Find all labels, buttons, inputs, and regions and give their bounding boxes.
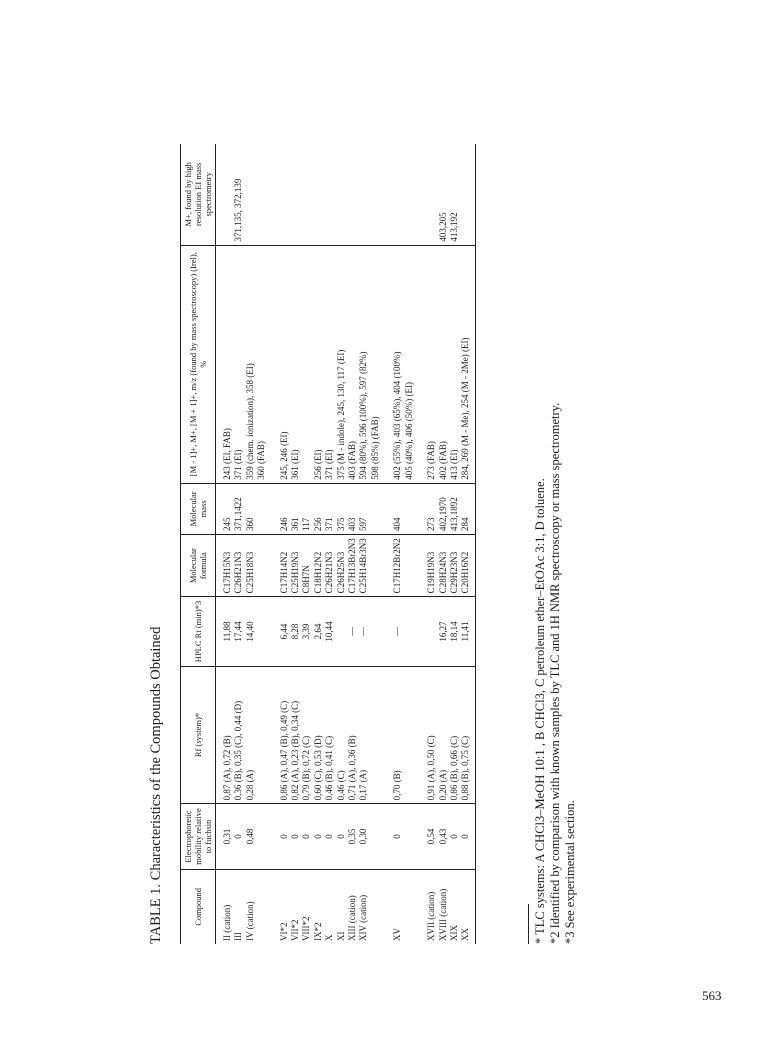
spacer-cell — [381, 869, 392, 944]
cell-hplc: 14,40 — [245, 597, 256, 666]
cell-formula: C25H19N3 — [290, 535, 301, 597]
cell-formula: C17H14N2 — [279, 535, 290, 597]
footnote-rule — [528, 904, 529, 944]
spacer-cell — [381, 483, 392, 534]
cell-mobility: 0,54 — [426, 804, 437, 869]
cell-mobility: 0 — [392, 804, 403, 869]
cell-mobility: 0 — [336, 804, 347, 869]
cell-compound: IV (cation) — [244, 901, 255, 941]
cell-hplc: 17,44 — [233, 597, 244, 666]
cell-mobility: 0,35 — [347, 804, 358, 869]
cell-formula — [256, 535, 267, 597]
cell-formula: C8H7N — [301, 535, 312, 597]
table-row — [290, 144, 301, 944]
cell-mass-spec: 375 (M - indole), 245, 130, 117 (EI) — [336, 245, 347, 483]
cell-compound: VIII*2 — [301, 916, 312, 941]
cell-mass — [370, 483, 381, 534]
cell-formula: C26H21N3 — [233, 535, 244, 597]
cell-mobility: 0 — [313, 804, 324, 869]
cell-mobility: 0 — [290, 804, 301, 869]
cell-compound: X — [324, 934, 335, 941]
cell-mass-spec: 402 (55%), 403 (65%), 404 (100%) — [392, 245, 403, 483]
cell-hplc: — — [392, 597, 403, 666]
cell-high-res — [370, 144, 381, 245]
cell-mobility: 0 — [324, 804, 335, 869]
cell-high-res — [404, 144, 415, 245]
cell-mass: 284 — [460, 483, 475, 534]
cell-hplc: 11,88 — [216, 597, 234, 666]
cell-mass-spec: 273 (FAB) — [426, 245, 437, 483]
table-row — [347, 144, 358, 944]
table-row — [216, 144, 234, 944]
cell-rf — [404, 666, 415, 804]
spacer-cell — [268, 245, 279, 483]
cell-mass-spec — [301, 245, 312, 483]
cell-compound: XI — [335, 931, 346, 941]
cell-formula: C20H16N2 — [460, 535, 475, 597]
cell-hplc — [336, 597, 347, 666]
table-row — [370, 144, 381, 944]
cell-rf: 0,17 (A) — [358, 666, 369, 804]
cell-mass: 360 — [245, 483, 256, 534]
cell-mobility: 0,48 — [245, 804, 256, 869]
cell-formula: C29H23N3 — [449, 535, 460, 597]
cell-compound — [256, 869, 267, 944]
cell-formula: C25H14Br3N3 — [358, 535, 369, 597]
cell-mobility: 0 — [449, 804, 460, 869]
cell-rf: 0,82 (A), 0,23 (B), 0,34 (C) — [290, 666, 301, 804]
spacer-cell — [268, 535, 279, 597]
cell-mobility: 0 — [233, 804, 244, 869]
cell-high-res — [313, 144, 324, 245]
cell-rf: 0,60 (C), 0,53 (D) — [313, 666, 324, 804]
cell-mass: 245 — [216, 483, 234, 534]
spacer-cell — [268, 869, 279, 944]
cell-mass-spec: 402 (FAB) — [438, 245, 449, 483]
cell-mass-spec: 598 (85%) (FAB) — [370, 245, 381, 483]
cell-compound: XVII (cation) — [426, 891, 437, 941]
table-row — [233, 144, 244, 944]
cell-formula: C17H13Br2N3 — [347, 535, 358, 597]
cell-mass: 371 — [324, 483, 335, 534]
cell-mass: 361 — [290, 483, 301, 534]
table-row — [449, 144, 460, 944]
cell-high-res: 403,205 — [438, 144, 449, 245]
table-row — [313, 144, 324, 944]
spacer-cell — [268, 483, 279, 534]
cell-formula: C28H24N3 — [438, 535, 449, 597]
spacer-cell — [381, 144, 392, 245]
spacer-cell — [381, 666, 392, 804]
footnote-experimental: *3 See experimental section. — [563, 800, 577, 944]
cell-rf: 0,87 (A), 0,72 (B) — [216, 666, 234, 804]
footnotes — [528, 403, 578, 944]
cell-hplc — [426, 597, 437, 666]
cell-compound: XX — [460, 869, 475, 944]
cell-hplc: 6,44 — [279, 597, 290, 666]
cell-high-res — [426, 144, 437, 245]
cell-hplc — [404, 597, 415, 666]
cell-mobility: 0 — [301, 804, 312, 869]
header-compound: Compound — [181, 869, 216, 944]
cell-mobility — [404, 804, 415, 869]
cell-mass-spec: 371 (EI) — [324, 245, 335, 483]
cell-compound: VI*2 — [278, 922, 289, 941]
spacer-cell — [268, 144, 279, 245]
cell-mass-spec: 371 (EI) — [233, 245, 244, 483]
table-row — [404, 144, 415, 944]
cell-mass-spec: 256 (EI) — [313, 245, 324, 483]
cell-rf: 0,20 (A) — [438, 666, 449, 804]
cell-mass — [404, 483, 415, 534]
cell-formula: C18H12N2 — [313, 535, 324, 597]
cell-high-res — [460, 144, 475, 245]
cell-hplc — [370, 597, 381, 666]
cell-rf: 0,71 (A), 0,36 (B) — [347, 666, 358, 804]
cell-mobility — [256, 804, 267, 869]
table-row — [460, 144, 475, 944]
cell-mass: 375 — [336, 483, 347, 534]
spacer-cell — [381, 535, 392, 597]
table-row — [336, 144, 347, 944]
cell-compound: XV — [392, 928, 403, 941]
cell-mass-spec: 360 (FAB) — [256, 245, 267, 483]
cell-high-res — [279, 144, 290, 245]
cell-compound: XIX — [448, 925, 459, 941]
table-row — [256, 144, 267, 944]
cell-rf: 0,28 (A) — [245, 666, 256, 804]
table-row — [301, 144, 312, 944]
cell-mass-spec: 284, 269 (M - Me), 254 (M - 2Me) (EI) — [460, 245, 475, 483]
cell-rf: 0,86 (B), 0,66 (C) — [449, 666, 460, 804]
table-row — [245, 144, 256, 944]
spacer-cell — [415, 245, 426, 483]
cell-high-res — [336, 144, 347, 245]
footnote-identified: *2 Identified by comparison with known samples by TLC and 1H NMR spectroscopy or mass spectrometry. — [548, 402, 562, 944]
cell-mass-spec: 413 (EI) — [449, 245, 460, 483]
spacer-cell — [268, 666, 279, 804]
cell-high-res — [324, 144, 335, 245]
table-body — [216, 144, 476, 944]
cell-high-res: 413,192 — [449, 144, 460, 245]
cell-hplc: 3,39 — [301, 597, 312, 666]
spacer-cell — [415, 804, 426, 869]
cell-compound: XIV (cation) — [358, 894, 369, 941]
row-spacer — [415, 144, 426, 944]
cell-hplc: 2,64 — [313, 597, 324, 666]
header-hplc: HPLC Rt (min)*3 — [181, 597, 216, 666]
cell-high-res — [347, 144, 358, 245]
cell-rf: 0,88 (B), 0,75 (C) — [460, 666, 475, 804]
spacer-cell — [415, 869, 426, 944]
cell-mass-spec: 359 (chem. ionization), 358 (EI) — [245, 245, 256, 483]
cell-compound — [370, 869, 381, 944]
header-mass: Molecular mass — [181, 483, 216, 534]
header-mobility: Electrophoretic mobility relative to fuchsin — [181, 804, 216, 869]
cell-compound: IX*2 — [312, 922, 323, 941]
cell-mass: 371,1422 — [233, 483, 244, 534]
cell-mobility: 0 — [460, 804, 475, 869]
footnote-tlc: * TLC systems: A CHCl3–MeOH 10:1 , B CHCl3, C petroleum ether–EtOAc 3:1, D toluene. — [533, 478, 547, 944]
cell-compound: II (cation) — [222, 904, 232, 941]
cell-formula: C19H19N3 — [426, 535, 437, 597]
spacer-cell — [415, 483, 426, 534]
table-header-row — [181, 144, 216, 944]
cell-mass: 117 — [301, 483, 312, 534]
spacer-cell — [415, 144, 426, 245]
spacer-cell — [415, 535, 426, 597]
cell-formula: C26H25N3 — [336, 535, 347, 597]
cell-high-res — [245, 144, 256, 245]
cell-mass-spec: 403 (FAB) — [347, 245, 358, 483]
cell-high-res — [392, 144, 403, 245]
cell-hplc: 11,41 — [460, 597, 475, 666]
spacer-cell — [415, 597, 426, 666]
cell-mass: 597 — [358, 483, 369, 534]
spacer-cell — [415, 666, 426, 804]
cell-rf: 0,36 (B), 0,35 (C), 0,44 (D) — [233, 666, 244, 804]
header-rf: Rf (system)* — [181, 666, 216, 804]
cell-mass: 256 — [313, 483, 324, 534]
cell-mass: 402,1970 — [438, 483, 449, 534]
cell-compound: XVIII (cation) — [437, 888, 448, 941]
cell-mass-spec: 243 (EI, FAB) — [216, 245, 234, 483]
compounds-table — [180, 144, 476, 944]
cell-hplc: 10,44 — [324, 597, 335, 666]
table-row — [358, 144, 369, 944]
row-spacer — [268, 144, 279, 944]
cell-mobility: 0,31 — [216, 804, 234, 869]
spacer-cell — [381, 597, 392, 666]
cell-high-res: 371,135, 372,139 — [233, 144, 244, 245]
cell-hplc: 16,27 — [438, 597, 449, 666]
cell-mass: 413,1892 — [449, 483, 460, 534]
table-row — [392, 144, 403, 944]
cell-rf — [370, 666, 381, 804]
cell-formula: C26H21N3 — [324, 535, 335, 597]
cell-high-res — [216, 144, 234, 245]
row-spacer — [381, 144, 392, 944]
cell-compound: VII*2 — [290, 919, 301, 941]
cell-mass: 246 — [279, 483, 290, 534]
cell-mass: 403 — [347, 483, 358, 534]
table-row — [438, 144, 449, 944]
cell-rf: 0,91 (A), 0,50 (C) — [426, 666, 437, 804]
cell-mobility: 0 — [279, 804, 290, 869]
cell-mass-spec: 361 (EI) — [290, 245, 301, 483]
cell-high-res — [290, 144, 301, 245]
cell-rf: 0,86 (A), 0,47 (B), 0,49 (C) — [279, 666, 290, 804]
cell-hplc — [256, 597, 267, 666]
cell-compound: XIII (cation) — [347, 895, 358, 941]
cell-mobility: 0,30 — [358, 804, 369, 869]
cell-mass-spec: 405 (40%), 406 (50%) (EI) — [404, 245, 415, 483]
cell-mass-spec: 245, 246 (EI) — [279, 245, 290, 483]
header-formula: Molecular formula — [181, 535, 216, 597]
cell-formula — [404, 535, 415, 597]
table-title: TABLE 1. Characteristics of the Compounds Obtained — [148, 626, 164, 944]
spacer-cell — [268, 597, 279, 666]
rotated-table-page — [148, 144, 588, 944]
cell-compound: III — [233, 932, 244, 941]
cell-formula: C25H18N3 — [245, 535, 256, 597]
cell-high-res — [358, 144, 369, 245]
table-row — [426, 144, 437, 944]
spacer-cell — [268, 804, 279, 869]
cell-rf: 0,46 (B), 0,41 (C) — [324, 666, 335, 804]
cell-rf: 0,70 (B) — [392, 666, 403, 804]
cell-rf: 0,46 (C) — [336, 666, 347, 804]
cell-high-res — [301, 144, 312, 245]
cell-mobility — [370, 804, 381, 869]
cell-mass — [256, 483, 267, 534]
cell-hplc: 18,14 — [449, 597, 460, 666]
cell-hplc: — — [347, 597, 358, 666]
table-row — [279, 144, 290, 944]
cell-formula: C17H12Br2N2 — [392, 535, 403, 597]
cell-hplc: 8,28 — [290, 597, 301, 666]
header-mass-spec: [M - 1]+, M+, [M + 1]+, m/z (found by mass spectroscopy) (Irel), % — [181, 245, 216, 483]
cell-formula — [370, 535, 381, 597]
table-row — [324, 144, 335, 944]
cell-mass: 404 — [392, 483, 403, 534]
spacer-cell — [381, 245, 392, 483]
cell-rf: 0,79 (B), 0,72 (C) — [301, 666, 312, 804]
page-number: 563 — [702, 988, 722, 1003]
cell-mobility: 0,43 — [438, 804, 449, 869]
cell-rf — [256, 666, 267, 804]
cell-high-res — [256, 144, 267, 245]
spacer-cell — [381, 804, 392, 869]
cell-mass: 273 — [426, 483, 437, 534]
cell-mass-spec: 594 (80%), 596 (100%), 597 (82%) — [358, 245, 369, 483]
header-high-res: M+, found by high resolution EI mass spectrometry — [181, 144, 216, 245]
cell-hplc: — — [358, 597, 369, 666]
cell-formula: C17H15N3 — [216, 535, 234, 597]
cell-compound — [404, 869, 415, 944]
